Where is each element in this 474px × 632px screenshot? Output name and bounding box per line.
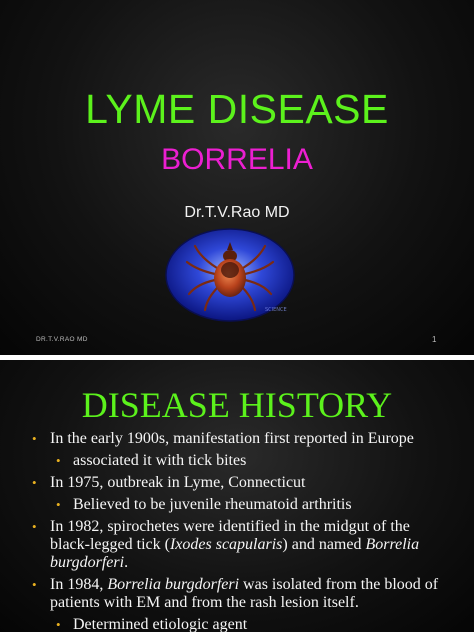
svg-text:SCIENCE: SCIENCE bbox=[265, 307, 287, 313]
bullet-text-part: ) and named bbox=[282, 536, 366, 553]
bullet-list bbox=[30, 430, 450, 632]
bullet-text-part: In 1982, spirochetes were identified in the midgut of the black-legged tick ( bbox=[50, 518, 410, 553]
content-slide bbox=[0, 360, 474, 632]
bullet-marker: • bbox=[32, 519, 37, 534]
tick-image bbox=[165, 228, 295, 322]
author-name: Dr.T.V.Rao MD bbox=[184, 204, 290, 221]
italic-term: Ixodes scapularis bbox=[169, 536, 283, 553]
bullet-text: In the early 1900s, manifestation first reported in Europe bbox=[50, 430, 414, 447]
slide-subtitle: BORRELIA bbox=[161, 143, 313, 176]
page-number: 1 bbox=[432, 335, 437, 344]
bullet-text-part: In 1984, bbox=[50, 576, 108, 593]
bullet-text-part: . bbox=[124, 554, 129, 571]
italic-term: Borrelia burgdorferi bbox=[50, 536, 420, 571]
bullet-text: Determined etiologic agent bbox=[73, 616, 248, 632]
bullet-text-part: was isolated from the blood of patients with EM and from the rash lesion itself. bbox=[50, 576, 439, 611]
bullet-marker: • bbox=[32, 475, 37, 490]
italic-term: Borrelia burgdorferi bbox=[107, 576, 240, 593]
bullet-text bbox=[50, 518, 419, 571]
bullet-marker: • bbox=[32, 577, 37, 592]
sub-bullet-item bbox=[30, 496, 450, 514]
slide-title: LYME DISEASE bbox=[85, 86, 389, 132]
bullet-text: associated it with tick bites bbox=[73, 452, 247, 469]
bullet-item bbox=[30, 518, 450, 572]
footer-author: DR.T.V.RAO MD bbox=[36, 336, 88, 343]
slide-title: DISEASE HISTORY bbox=[81, 385, 393, 425]
bullet-text bbox=[50, 576, 438, 611]
bullet-marker: • bbox=[56, 497, 61, 512]
sub-bullet-item bbox=[30, 452, 450, 470]
tick-icon bbox=[165, 228, 295, 322]
bullet-item bbox=[30, 430, 450, 448]
bullet-marker: • bbox=[56, 617, 61, 632]
bullet-marker: • bbox=[32, 431, 37, 446]
bullet-marker: • bbox=[56, 453, 61, 468]
sub-bullet-item bbox=[30, 616, 450, 632]
bullet-text: In 1975, outbreak in Lyme, Connecticut bbox=[50, 474, 306, 491]
bullet-item bbox=[30, 474, 450, 492]
bullet-item bbox=[30, 576, 450, 612]
bullet-text: Believed to be juvenile rheumatoid arthritis bbox=[73, 496, 352, 513]
